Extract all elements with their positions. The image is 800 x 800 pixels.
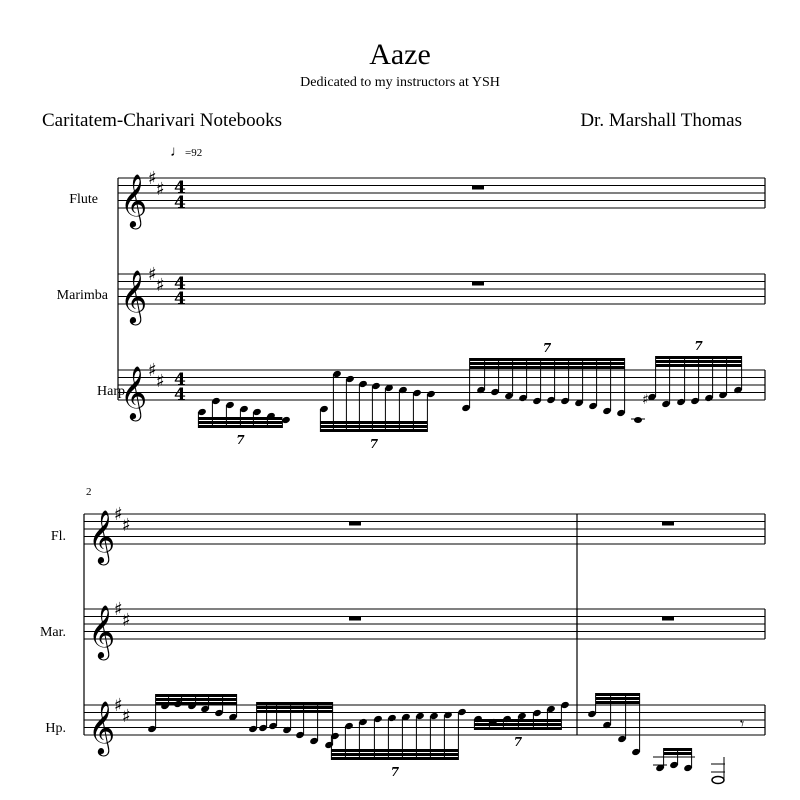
note-group	[330, 708, 467, 779]
beam	[198, 425, 282, 428]
note-group	[197, 397, 291, 447]
beam	[656, 364, 742, 367]
note-group	[587, 693, 641, 756]
sharp-f-icon: ♯	[114, 599, 123, 620]
eighth-rest-icon: 𝄾	[740, 714, 745, 733]
whole-rest-icon	[349, 522, 361, 526]
beam	[156, 694, 237, 697]
treble-clef-icon: 𝄞	[120, 365, 148, 419]
whole-rest-icon	[662, 522, 674, 526]
beam	[656, 356, 742, 359]
note-group	[319, 370, 436, 451]
beam	[474, 727, 561, 730]
beam	[474, 719, 561, 722]
beam	[596, 697, 640, 700]
tuplet-number: 7	[236, 433, 245, 447]
time-signature-numerator: 4	[174, 178, 186, 198]
beam	[320, 421, 427, 424]
instrument-label-hp: Hp.	[45, 721, 66, 736]
beam	[320, 425, 427, 428]
staff-harp	[118, 370, 765, 400]
beam	[198, 417, 282, 420]
tuplet-number: 7	[369, 437, 379, 451]
notehead-low	[634, 417, 642, 423]
sharp-f-icon: ♯	[114, 695, 123, 716]
sharp-f-icon: ♯	[148, 264, 157, 285]
sharp-f-icon: ♯	[148, 360, 157, 381]
whole-rest-icon	[472, 282, 484, 286]
tuplet-number: 7	[694, 339, 703, 353]
sharp-f-icon: ♯	[148, 168, 157, 189]
sharp-c-icon: ♯	[122, 610, 131, 631]
instrument-label-harp: Harp	[97, 384, 125, 399]
tuplet-number: 7	[542, 341, 552, 355]
beam	[656, 360, 742, 363]
sharp-f-icon: ♯	[114, 504, 123, 525]
instrument-label-fl: Fl.	[50, 529, 66, 544]
beam	[257, 706, 333, 709]
beam	[664, 748, 692, 751]
treble-clef-icon: 𝄞	[88, 509, 116, 563]
note-group	[248, 702, 334, 749]
instrument-label-mar: Mar.	[39, 625, 66, 640]
quarter-note-icon: ♩	[170, 144, 185, 160]
whole-rest-icon	[349, 617, 361, 621]
staff-mar	[84, 609, 765, 639]
sharp-c-icon: ♯	[156, 371, 165, 392]
piece-subtitle: Dedicated to my instructors at YSH	[300, 75, 500, 90]
system-2	[84, 504, 765, 784]
whole-rest-icon	[472, 186, 484, 190]
time-signature-numerator: 4	[174, 370, 186, 390]
sharp-accidental-icon: ♯	[642, 392, 649, 408]
treble-clef-icon: 𝄞	[120, 173, 148, 227]
beam	[470, 358, 625, 361]
measure-number: 2	[86, 486, 92, 498]
note-group	[461, 341, 626, 417]
beam	[257, 710, 333, 713]
instrument-label-flute: Flute	[69, 192, 98, 207]
sharp-c-icon: ♯	[122, 706, 131, 727]
staff-flute	[118, 178, 765, 208]
note-group	[647, 339, 743, 408]
half-note	[712, 777, 724, 784]
time-signature-numerator: 4	[174, 274, 186, 294]
beam	[470, 366, 625, 369]
sharp-c-icon: ♯	[156, 275, 165, 296]
beam	[470, 362, 625, 365]
piece-title: Aaze	[369, 38, 431, 71]
beam	[331, 749, 458, 752]
beam	[596, 693, 640, 696]
composer-name: Dr. Marshall Thomas	[580, 110, 742, 131]
staff-fl	[84, 514, 765, 544]
beam	[257, 702, 333, 705]
tuplet-number: 7	[390, 765, 400, 779]
time-signature-denominator: 4	[174, 289, 186, 309]
treble-clef-icon: 𝄞	[88, 700, 116, 754]
system-1	[118, 168, 765, 451]
beam	[331, 753, 458, 756]
tuplet-number: 7	[513, 735, 523, 749]
note-group	[473, 701, 570, 749]
beam	[331, 757, 458, 760]
instrument-label-marimba: Marimba	[56, 288, 108, 303]
treble-clef-icon: 𝄞	[88, 604, 116, 658]
sharp-c-icon: ♯	[122, 515, 131, 536]
treble-clef-icon: 𝄞	[120, 269, 148, 323]
staff-hp	[84, 705, 765, 735]
beam	[664, 752, 692, 755]
whole-rest-icon	[662, 617, 674, 621]
beam	[320, 429, 427, 432]
beam	[156, 698, 237, 701]
staff-marimba	[118, 274, 765, 304]
note-group	[655, 748, 693, 772]
publisher-name: Caritatem-Charivari Notebooks	[42, 110, 283, 131]
beam	[156, 702, 237, 705]
time-signature-denominator: 4	[174, 193, 186, 213]
beam	[474, 723, 561, 726]
tempo-value: =92	[185, 147, 203, 159]
sharp-c-icon: ♯	[156, 179, 165, 200]
time-signature-denominator: 4	[174, 385, 186, 405]
beam	[198, 421, 282, 424]
beam	[596, 701, 640, 704]
